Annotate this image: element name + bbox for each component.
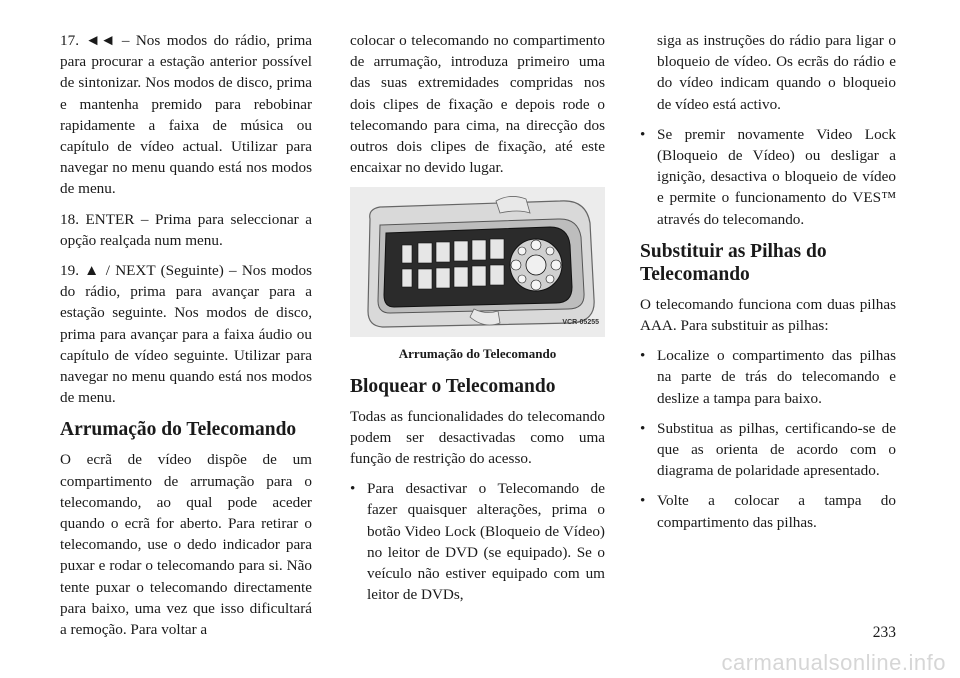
bullet-continued: siga as instruções do rádio para ligar o bloqueio de vídeo. Os ecrãs do rádio e do vídeo indicam quando o bloqueio de vídeo está activo. (657, 32, 896, 113)
figure-code: VCR-05255 (562, 319, 599, 327)
lock-bullets-2 (640, 124, 896, 230)
list-item: • Volte a colocar a tampa do compartimento das pilhas. (640, 490, 896, 532)
heading-remote-storage: Arrumação do Telecomando (60, 419, 297, 441)
item-18: 18. ENTER – Prima para seleccionar a opção realçada num menu. (60, 210, 312, 249)
heading-lock-remote: Bloquear o Telecomando (350, 375, 556, 397)
list-item: • Localize o compartimento das pilhas na parte de trás do telecomando e deslize a tampa para baixo. (640, 345, 896, 409)
page-number: 233 (872, 624, 896, 641)
lock-bullets (350, 478, 605, 605)
heading-replace-batteries: Substituir as Pilhas do Telecomando (640, 240, 827, 285)
column-left (60, 30, 312, 649)
item-19: 19. ▲ / NEXT (Seguinte) – Nos modos do rádio, prima para avançar para a estação seguinte. Nos modos de disco, prima para avançar para a faixa áudio ou capítulo de vídeo seguinte. Utilizar para navegar no menu quando está nos modos de menu. (60, 262, 312, 407)
remote-storage-figure (350, 187, 605, 337)
list-item: • Para desactivar o Telecomando de fazer quaisquer alterações, prima o botão Video Lock (Bloqueio de Vídeo) no leitor de DVD (se equipado). Se o veículo não estiver equipado com um leitor de DVDs, (350, 478, 605, 605)
paragraph-lock: Todas as funcionalidades do telecomando podem ser desactivadas como uma função de restrição do acesso. (350, 407, 605, 468)
item-17: 17. ◄◄ – Nos modos do rádio, prima para procurar a estação anterior possível de sintonizar. Nos modos de disco, prima e mantenha premido para rebobinar rapidamente a faixa de música ou capítulo de vídeo actual. Utilizar para navegar no menu quando está nos modos de menu. (60, 32, 312, 198)
paragraph-storage: O ecrã de vídeo dispõe de um compartimento de arrumação para o telecomando, ao qual pode aceder quando o ecrã for aberto. Para retirar o telecomando, use o dedo indicador para puxar e rodar o telecomando para si. Não tente puxar o telecomando directamente para baixo, uma vez que isso dificultará a remoção. Para voltar a (60, 451, 312, 639)
column-right (640, 30, 896, 542)
figure-caption: Arrumação do Telecomando (398, 346, 557, 362)
battery-bullets (640, 345, 896, 533)
column-middle (350, 30, 605, 614)
watermark: carmanualsonline.info (721, 650, 946, 675)
list-item: • Substitua as pilhas, certificando-se de que as orienta de acordo com o diagrama de polaridade apresentado. (640, 418, 896, 482)
list-item: • Se premir novamente Video Lock (Bloqueio de Vídeo) ou desligar a ignição, desactiva o bloqueio de vídeo e permite o funcionamento do VES™ através do telecomando. (640, 124, 896, 230)
paragraph-batteries: O telecomando funciona com duas pilhas AAA. Para substituir as pilhas: (640, 295, 896, 335)
paragraph-storage-continued: colocar o telecomando no compartimento de arrumação, introduza primeiro uma das suas extremidades compridas nos dois clipes de fixação e depois rode o telecomando para cima, na direcção dos outros dois clipes de fixação, até este encaixar no devido lugar. (350, 32, 605, 177)
